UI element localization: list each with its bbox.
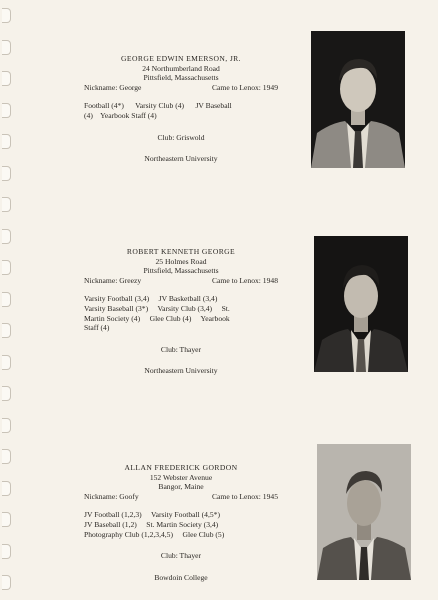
activity-line: Photography Club (1,2,3,4,5) Glee Club (5) [84,529,225,539]
binding-ring [2,166,11,181]
student-name: ROBERT KENNETH GEORGE [126,247,236,256]
student-nickname: Nickname: Greezy [84,275,142,285]
binding-ring [2,197,11,212]
activity-line: (4) Yearbook Staff (4) [84,110,157,120]
student-city: Bangor, Maine [158,482,204,492]
student-club: Club: Griswold [157,132,205,142]
activity-line: Football (4*) Varsity Club (4) JV Baseball [84,101,232,111]
student-nickname: Nickname: George [84,82,142,92]
binding-ring [2,103,11,118]
activity-line: Varsity Football (3,4) JV Basketball (3,4) [84,294,218,304]
student-address: 24 Northumberland Road [142,63,220,73]
binding-ring [2,575,11,590]
binding-ring [2,134,11,149]
activity-line: JV Football (1,2,3) Varsity Football (4,5*) [84,510,220,520]
binding-ring [2,481,11,496]
binding-ring [2,418,11,433]
student-nickname: Nickname: Goofy [84,491,139,501]
binding-ring [2,355,11,370]
student-photo-george [314,236,408,372]
student-entry-emerson [84,54,278,164]
activity-line: Staff (4) [84,323,110,333]
student-entry-george [84,247,278,376]
binding-ring [2,260,11,275]
student-college: Northeastern University [144,366,218,376]
binding-ring [2,512,11,527]
student-address: 152 Webster Avenue [149,472,213,482]
activity-line: Martin Society (4) Glee Club (4) Yearbook [84,313,230,323]
student-college: Bowdoin College [154,572,208,582]
student-address: 25 Holmes Road [155,256,207,266]
binding-ring [2,292,11,307]
student-photo-gordon [317,444,411,580]
binding-ring [2,386,11,401]
activity-line: JV Baseball (1,2) St. Martin Society (3,4) [84,519,219,529]
student-name: GEORGE EDWIN EMERSON, JR. [121,54,241,63]
student-came-to-lenox: Came to Lenox: 1948 [211,275,278,285]
activity-line: Varsity Baseball (3*) Varsity Club (3,4) St. [84,303,230,313]
student-city: Pittsfield, Massachusetts [143,73,219,83]
binding-ring [2,449,11,464]
binding-ring [2,229,11,244]
student-came-to-lenox: Came to Lenox: 1949 [211,82,278,92]
student-city: Pittsfield, Massachusetts [143,266,219,276]
student-college: Northeastern University [144,154,218,164]
student-club: Club: Thayer [160,551,202,561]
binding-ring [2,8,11,23]
binding-ring [2,71,11,86]
binding-ring [2,323,11,338]
binding-ring [2,40,11,55]
student-name: ALLAN FREDERICK GORDON [124,463,238,472]
student-club: Club: Thayer [160,344,202,354]
student-photo-emerson [311,31,405,168]
spiral-binding [0,0,14,600]
student-entry-gordon [84,463,278,582]
binding-ring [2,544,11,559]
student-came-to-lenox: Came to Lenox: 1945 [211,491,278,501]
